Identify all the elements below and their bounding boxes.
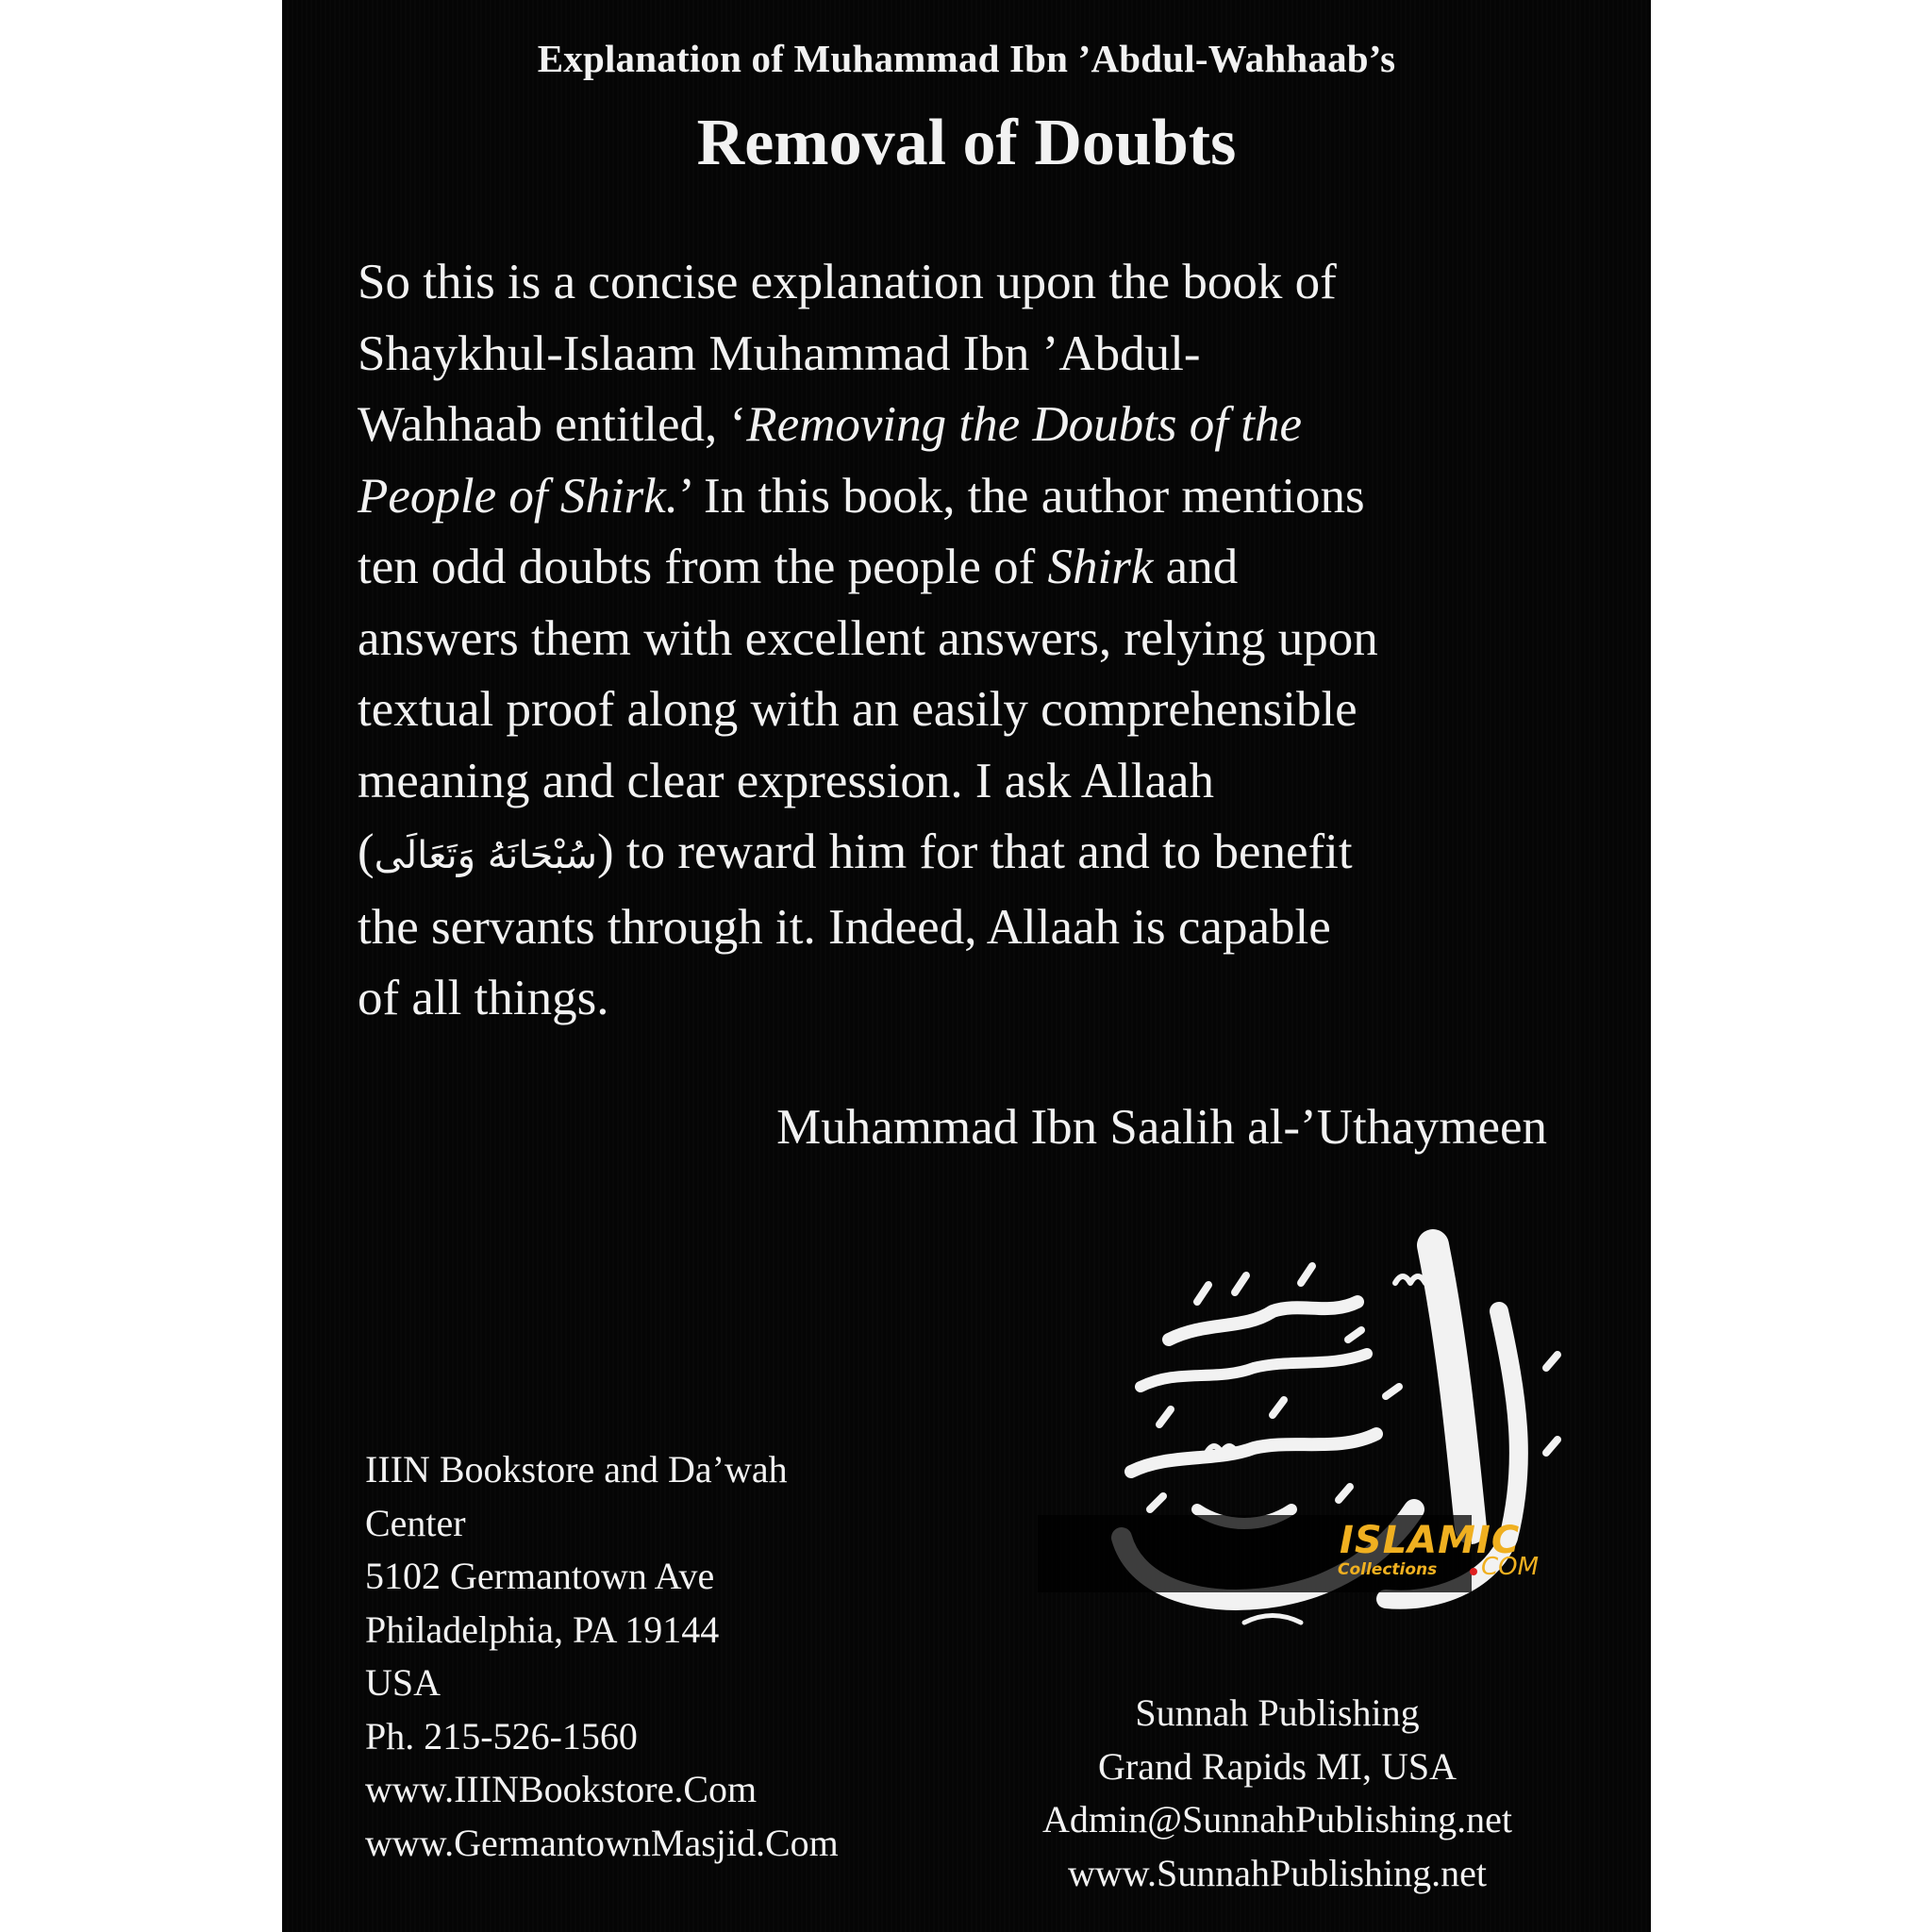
cover-title: Removal of Doubts (696, 107, 1237, 179)
blurb-paragraph (358, 247, 1584, 1035)
blurb-line: meaning and clear expression. I ask Allaah (358, 753, 1215, 808)
blurb-line: ten odd doubts from the people of Shirk and (358, 540, 1239, 594)
publisher-line: www.SunnahPublishing.net (1067, 1851, 1488, 1894)
blurb-line: textual proof along with an easily comprehensible (358, 682, 1357, 737)
address-line: 5102 Germantown Ave (365, 1555, 715, 1597)
watermark-com-text: COM (1481, 1553, 1540, 1581)
blurb-line: answers them with excellent answers, relying upon (358, 610, 1378, 666)
address-line: www.IIINBookstore.Com (365, 1768, 758, 1810)
watermark-main-text: ISLAMIC (1340, 1519, 1521, 1562)
book-title-italic: People of Shirk. (358, 468, 678, 524)
bookstore-address (365, 1443, 839, 1870)
islamic-collections-watermark (1038, 1515, 1540, 1592)
blurb-line: of all things. (358, 971, 609, 1025)
watermark-sub-text: Collections (1338, 1560, 1438, 1579)
author-signature: Muhammad Ibn Saalih al-’Uthaymeen (776, 1100, 1547, 1155)
book-back-cover (282, 0, 1651, 1932)
blurb-line: People of Shirk.’ In this book, the author mentions (358, 468, 1365, 524)
blurb-line: So this is a concise explanation upon the book of (358, 255, 1337, 309)
arabic-honorific: سُبْحَانَهُ وَتَعَالَى (374, 834, 598, 877)
sunnah-publishing-calligraphy-logo (1056, 1226, 1584, 1660)
watermark-dot-icon (1470, 1568, 1477, 1575)
address-line: USA (365, 1661, 441, 1704)
blurb-line: Shaykhul-Islaam Muhammad Ibn ’Abdul- (358, 325, 1201, 381)
publisher-line: Admin@SunnahPublishing.net (1042, 1798, 1512, 1840)
blurb-line: (سُبْحَانَهُ وَتَعَالَى) to reward him for that and to benefit (358, 824, 1353, 879)
blurb-line: the servants through it. Indeed, Allaah is capable (358, 899, 1331, 955)
address-line: Center (365, 1501, 466, 1544)
blurb-line: Wahhaab entitled, ‘Removing the Doubts of the (358, 397, 1302, 452)
address-line: www.GermantownMasjid.Com (365, 1821, 839, 1864)
shirk-italic: Shirk (1047, 540, 1154, 594)
cover-subtitle: Explanation of Muhammad Ibn ’Abdul-Wahhaab’s (537, 37, 1396, 80)
book-title-italic: Removing the Doubts of the (746, 397, 1302, 452)
address-line: IIIN Bookstore and Da’wah (365, 1448, 788, 1491)
publisher-line: Grand Rapids MI, USA (1098, 1744, 1457, 1788)
publisher-line: Sunnah Publishing (1135, 1691, 1420, 1734)
publisher-info (971, 1687, 1584, 1900)
address-line: Philadelphia, PA 19144 (365, 1607, 720, 1651)
address-line: Ph. 215-526-1560 (365, 1714, 638, 1757)
